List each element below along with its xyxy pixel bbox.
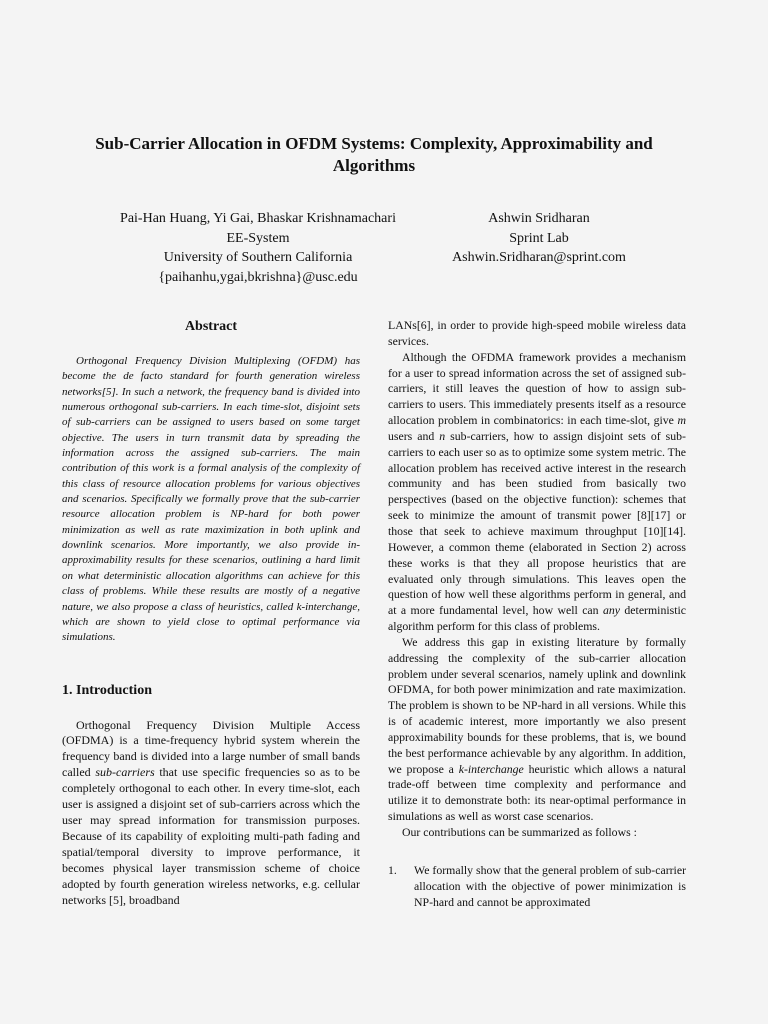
continued-paragraph: LANs[6], in order to provide high-speed mobile wireless data services. <box>388 318 686 348</box>
author-name: Ashwin Sridharan <box>488 211 590 226</box>
list-item <box>388 863 686 911</box>
text-run: that use specific frequencies so as to be completely orthogonal to each other. In every time-slot, each user is assigned a disjoint set of sub-carriers across which the user may spread information for transmission purposes. Because of its capability of exploiting multi-path fading and spatial/temporal diversity to improve performance, it becomes physical layer transmission scheme of choice adopted by fourth generation wireless networks, e.g. cellular networks [5], broadband <box>62 765 360 907</box>
left-column <box>62 318 360 908</box>
author-department: EE-System <box>226 230 290 246</box>
author-affiliation: Sprint Lab <box>509 230 569 246</box>
text-run: Although the OFDMA framework provides a mechanism for a user to spread information across the set of assigned sub-carriers, it still leaves the question of how to assign sub-carriers to users. This immediately presents itself as a resource allocation problem in combinatorics: in each time-slot, give <box>388 349 686 428</box>
contributions-intro: Our contributions can be summarized as follows : <box>402 825 637 839</box>
author-block-right <box>430 209 648 268</box>
introduction-paragraph <box>62 718 360 909</box>
author-names: Pai-Han Huang, Yi Gai, Bhaskar Krishnamachari <box>120 211 396 226</box>
list-item-text: We formally show that the general problem of sub-carrier allocation with the objective of power minimization is NP-hard and cannot be approximated <box>414 862 686 909</box>
math-variable-m: m <box>677 413 686 428</box>
emphasis-sub-carriers: sub-carriers <box>95 765 155 780</box>
text-run: sub-carriers, how to assign disjoint sets of sub-carriers to each user so as to optimize some system metric. The allocation problem has received active interest in the research community and has been studied from basically two perspectives (based on the objective function): schemes that seek to minimize the amount of transmit power [8][17] or those that seek to achieve maximum throughput [10][14]. However, a common theme (elaborated in Section 2) across these works is that they all propose heuristics that are evaluated only through simulations. This leaves open the question of how well these algorithms perform in general, and at a more fundamental level, how well can <box>388 428 686 618</box>
gap-paragraph <box>388 635 686 825</box>
author-institution: University of Southern California <box>163 250 353 265</box>
text-run: Orthogonal Frequency Division Multiple Access (OFDMA) is a time-frequency hybrid system wherein the frequency band is divided into a large number of small bands called <box>62 717 360 780</box>
math-variable-n: n <box>439 428 446 443</box>
abstract-text: Orthogonal Frequency Division Multiplexing (OFDM) has become the de facto standard for fourth generation wireless networks[5]. In such a network, the frequency band is divided into numerous orthogonal sub-carriers. In each time-slot, disjoint sets of sub-carriers can be assigned to users based on some target objective. The users in turn transmit data by spreading the information across the assigned sub-carriers. The main contribution of this work is a formal analysis of the complexity of this class of resource allocation problems for various objectives and scenarios. Specifically we formally prove that the sub-carrier resource allocation problem is NP-hard for both power minimization as well as rate maximization in both uplink and downlink scenarios. More importantly, we also provide in-approximability results for these scenarios, outlining a hard limit on what deterministic allocation algorithms can achieve for this class of problems. While these results are mostly of a negative nature, we also propose a class of heuristics, called k-interchange, which are shown to yield close to optimal performance via simulations. <box>62 355 360 644</box>
framework-paragraph <box>388 350 686 635</box>
paper-title: Sub-Carrier Allocation in OFDM Systems: Complexity, Approximability and Algorithms <box>95 134 653 175</box>
introduction-heading: 1. Introduction <box>62 682 152 698</box>
text-run: heuristic which allows a natural trade-off between time complexity and performance and utilize it to demonstrate both: its near-optimal performance in simulations as well as worst case scenarios. <box>388 761 686 824</box>
abstract-heading: Abstract <box>184 319 238 334</box>
author-email: {paihanhu,ygai,bkrishna}@usc.edu <box>158 269 358 285</box>
right-column <box>388 318 686 910</box>
text-run: deterministic algorithm perform for this class of problems. <box>388 603 686 634</box>
text-run: users and <box>388 428 440 443</box>
emphasis-any: any <box>602 603 621 618</box>
author-block-left <box>88 209 428 287</box>
author-email: Ashwin.Sridharan@sprint.com <box>452 250 626 265</box>
text-run: We address this gap in existing literature by formally addressing the complexity of the sub-carrier allocation problem under several scenarios, namely uplink and downlink OFDMA, for both power minimization and rate maximization. The problem is shown to be NP-hard in all versions. While this is of academic interest, more importantly we also present approximability bounds for these problems, that is, we bound the best performance achievable by any algorithm. In addition, we propose a <box>388 634 686 776</box>
list-number: 1. <box>388 862 397 877</box>
contributions-list <box>388 863 686 911</box>
emphasis-k-interchange: k-interchange <box>458 761 524 776</box>
